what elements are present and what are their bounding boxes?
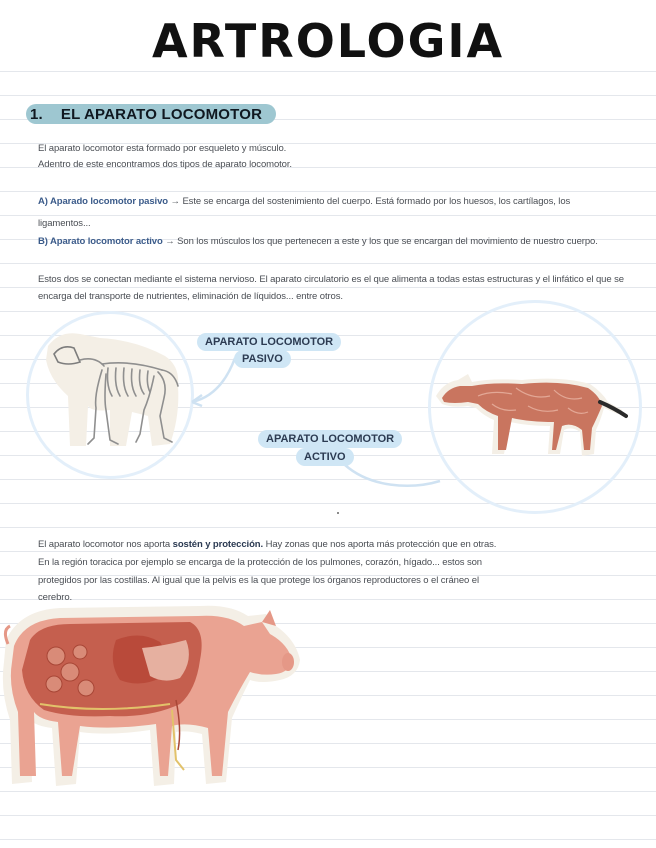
activo-label-line-1: APARATO LOCOMOTOR: [258, 430, 402, 448]
type-b-paragraph: [38, 234, 598, 250]
support-line-1-post: Hay zonas que nos aporta más protección que en otras.: [263, 539, 497, 550]
page-title: ARTROLOGIA: [0, 10, 656, 68]
pasivo-label-line-1: APARATO LOCOMOTOR: [197, 333, 341, 351]
support-line-1: [38, 537, 496, 553]
type-b-label: B) Aparato locomotor activo: [38, 236, 163, 247]
pig-anatomy-image: [0, 600, 305, 790]
intro-line-2: Adentro de este encontramos dos tipos de aparato locomotor.: [38, 159, 292, 170]
support-line-2: En la región toracica por ejemplo se encarga de la protección de los pulmones, corazón, hígado... estos son: [38, 557, 482, 568]
support-line-1-bold: sostén y protección.: [172, 539, 264, 550]
pasivo-label-line-2: PASIVO: [234, 350, 291, 368]
connection-line-1: Estos dos se conectan mediante el sistema nervioso. El aparato circulatorio es el que alimenta a todas estas estructuras y el linfático el que se: [38, 274, 624, 285]
type-a-paragraph: [38, 194, 570, 210]
section-number: 1.: [30, 105, 43, 123]
intro-line-1: El aparato locomotor esta formado por esqueleto y músculo.: [38, 143, 287, 154]
support-line-4: cerebro.: [38, 592, 73, 603]
type-b-text: → Son los músculos los que pertenecen a este y los que se encargan del movimiento de nuestro cuerpo.: [162, 236, 598, 247]
dog-skeleton-image: [40, 326, 185, 451]
type-a-text: → Este se encarga del sostenimiento del cuerpo. Está formado por los huesos, los cartílagos, los: [167, 196, 571, 207]
support-line-1-pre: El aparato locomotor nos aporta: [38, 539, 173, 550]
connection-line-2: encarga del transporte de nutrientes, eliminación de líquidos... entre otros.: [38, 291, 343, 302]
stray-mark: [337, 512, 339, 514]
type-a-label: A) Aparado locomotor pasivo: [38, 196, 168, 207]
section-title: EL APARATO LOCOMOTOR: [60, 105, 263, 123]
support-line-3: protegidos por las costillas. Al igual que la pelvis es la que protege los órganos reproductores o el cráneo el: [38, 575, 479, 586]
section-heading: [26, 104, 276, 124]
type-a-continued: ligamentos...: [38, 218, 91, 229]
activo-label-line-2: ACTIVO: [296, 448, 354, 466]
dog-muscles-image: [432, 356, 628, 466]
